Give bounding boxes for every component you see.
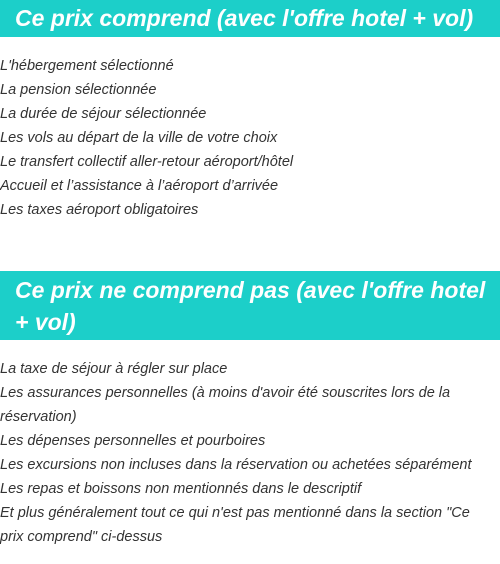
list-item: Et plus généralement tout ce qui n'est pas mentionné dans la section "Ce prix comprend" ci-dessus: [0, 505, 470, 545]
list-item: La taxe de séjour à régler sur place: [0, 361, 228, 377]
list-item: Les repas et boissons non mentionnés dans le descriptif: [0, 481, 362, 497]
excluded-section-title: Ce prix ne comprend pas (avec l'offre hotel + vol): [0, 271, 500, 340]
list-item: La durée de séjour sélectionnée: [0, 106, 207, 122]
list-item: Les vols au départ de la ville de votre choix: [0, 130, 278, 146]
included-list: [0, 54, 496, 222]
included-section-title: Ce prix comprend (avec l'offre hotel + vol): [0, 0, 500, 37]
list-item: Les assurances personnelles (à moins d'avoir été souscrites lors de la réservation): [0, 385, 451, 425]
list-item: Les dépenses personnelles et pourboires: [0, 433, 266, 449]
list-item: Les excursions non incluses dans la réservation ou achetées séparément: [0, 457, 472, 473]
list-item: La pension sélectionnée: [0, 82, 157, 98]
list-item: Le transfert collectif aller-retour aéroport/hôtel: [0, 154, 294, 170]
list-item: Les taxes aéroport obligatoires: [0, 202, 199, 218]
list-item: Accueil et l’assistance à l’aéroport d’arrivée: [0, 178, 279, 194]
excluded-list: [0, 357, 496, 549]
list-item: L'hébergement sélectionné: [0, 58, 174, 74]
